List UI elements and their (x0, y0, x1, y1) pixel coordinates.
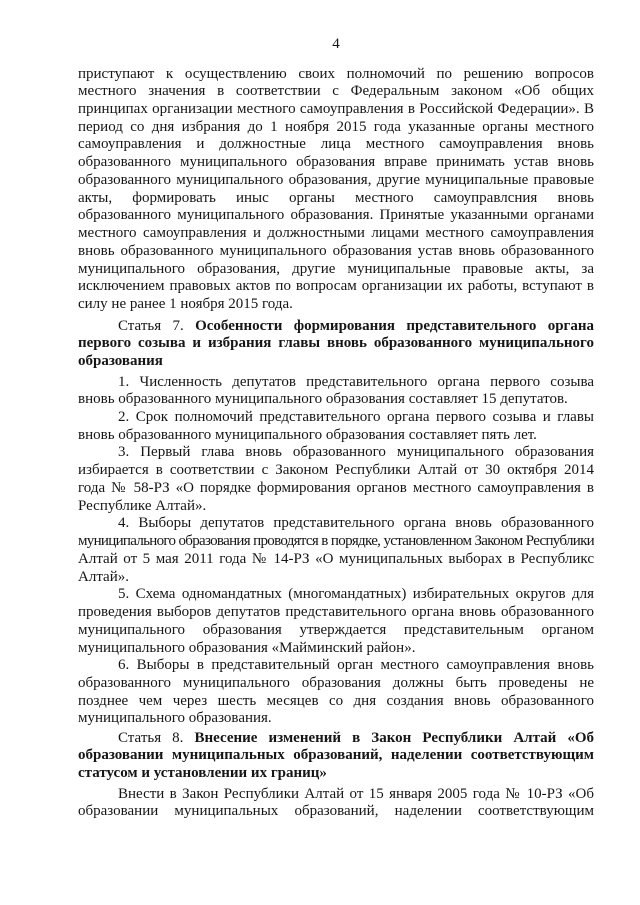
intro-line: акты, формировать иныс органы местного самоуправлсния вновь (78, 189, 594, 206)
article-8-paragraph (78, 786, 594, 821)
article-7-item-5 (78, 586, 594, 657)
intro-line: принципах организации местного самоуправления в Российской Федерации». В (78, 100, 594, 117)
intro-line: вновь образованного муниципального образования устав вновь образованного (78, 242, 594, 259)
item-line: муниципального образования «Майминский район». (78, 639, 416, 656)
item-line: Республике Алтай». (78, 497, 207, 514)
article-7-item-6 (78, 657, 594, 728)
intro-paragraph (78, 66, 594, 314)
item-line: Алтай». (78, 568, 129, 585)
article-8-heading (78, 730, 594, 783)
article-7-title: Особенности формирования представительного органа (195, 317, 594, 334)
article-7-heading-line (78, 318, 594, 336)
item-line: муниципального образования утверждается представительным органом (78, 621, 594, 638)
item-line: Алтай от 5 мая 2011 года № 14-РЗ «О муниципальных выборах в Республикс (78, 550, 594, 567)
intro-line: образованного муниципального образования вправе принимать устав вновь (78, 154, 594, 171)
intro-line: исключением правовых актов по вопросам организации их работы, вступают в (78, 278, 594, 295)
item-line: вновь образованного муниципального образования составляет 15 депутатов. (78, 391, 568, 408)
article-8-label: Статья 8. (118, 729, 184, 746)
article-7-item-2 (78, 409, 594, 444)
article-8-heading-line (78, 765, 594, 783)
paragraph-line: Внести в Закон Республики Алтай от 15 января 2005 года № 10-РЗ «Об (118, 785, 594, 802)
item-line: 5. Схема одномандатных (многомандатных) избирательных округов для (118, 586, 594, 603)
item-line: года № 58-РЗ «О порядке формирования органов местного самоуправления в (78, 479, 594, 496)
item-line: позднее чем через шесть месяцев со дня создания вновь образованного (78, 692, 594, 709)
item-line: избирается в соответствии с Законом Республики Алтай от 30 октября 2014 (78, 462, 594, 479)
intro-line: образованного муниципального образования, другие муниципальные правовые (78, 171, 594, 188)
item-line: 1. Численность депутатов представительного органа первого созыва (118, 373, 594, 390)
article-8-heading-line (78, 747, 594, 765)
intro-line: муниципального образования, другие муниципальные правовые акты, за (78, 260, 594, 277)
item-line: проведения выборов депутатов представительного органа вновь образованного (78, 604, 594, 621)
intro-line: местного значения в соответствии с Федеральным законом «Об общих (78, 83, 594, 100)
paragraph-line: образовании муниципальных образований, наделении соответствующим (78, 803, 594, 820)
article-7-title: образования (78, 352, 163, 369)
item-line: вновь образованного муниципального образования составляет пять лет. (78, 426, 537, 443)
intro-line: силу не ранее 1 ноября 2015 года. (78, 296, 293, 313)
item-line: 6. Выборы в представительный орган местного самоуправления вновь (118, 657, 594, 674)
page-number: 4 (332, 36, 340, 52)
article-7-item-4 (78, 515, 594, 586)
article-7-item-3 (78, 444, 594, 515)
item-line: муниципального образования проводятся в порядке, установленном Законом Республики (78, 533, 594, 550)
intro-line: местного самоуправления и должностными лицами местного самоуправления (78, 225, 594, 242)
item-line: 2. Срок полномочий представительного органа первого созыва и главы (118, 408, 594, 425)
article-8-title: Внесение изменений в Закон Республики Алтай «Об (194, 729, 594, 746)
item-line: образованного муниципального образования должны быть проведены не (78, 674, 594, 691)
intro-line: самоуправления и должностные лица местного самоуправления вновь (78, 136, 594, 153)
intro-line: образованного муниципального образования. Принятые указанными органами (78, 207, 594, 224)
article-7-label: Статья 7. (118, 317, 184, 334)
item-line: 4. Выборы депутатов представительного органа вновь образованного (118, 515, 594, 532)
article-7-body (78, 374, 594, 729)
article-8-title: статусом и установлении их границ» (78, 764, 327, 781)
article-8-heading-line (78, 730, 594, 748)
article-7-title: первого созыва и избрания главы вновь образованного муниципального (78, 335, 594, 352)
article-7-item-1 (78, 374, 594, 409)
intro-line: приступают к осуществлению своих полномочий по решению вопросов (78, 65, 594, 82)
item-line: муниципального образования. (78, 710, 272, 727)
item-line: 3. Первый глава вновь образованного муниципального образования (118, 444, 594, 461)
article-7-heading (78, 318, 594, 371)
article-7-heading-line (78, 335, 594, 353)
article-7-heading-line (78, 353, 594, 371)
intro-line: период со дня избрания до 1 ноября 2015 года указанные органы местного (78, 118, 594, 135)
article-8-title: образовании муниципальных образований, наделении соответствующим (78, 747, 594, 764)
